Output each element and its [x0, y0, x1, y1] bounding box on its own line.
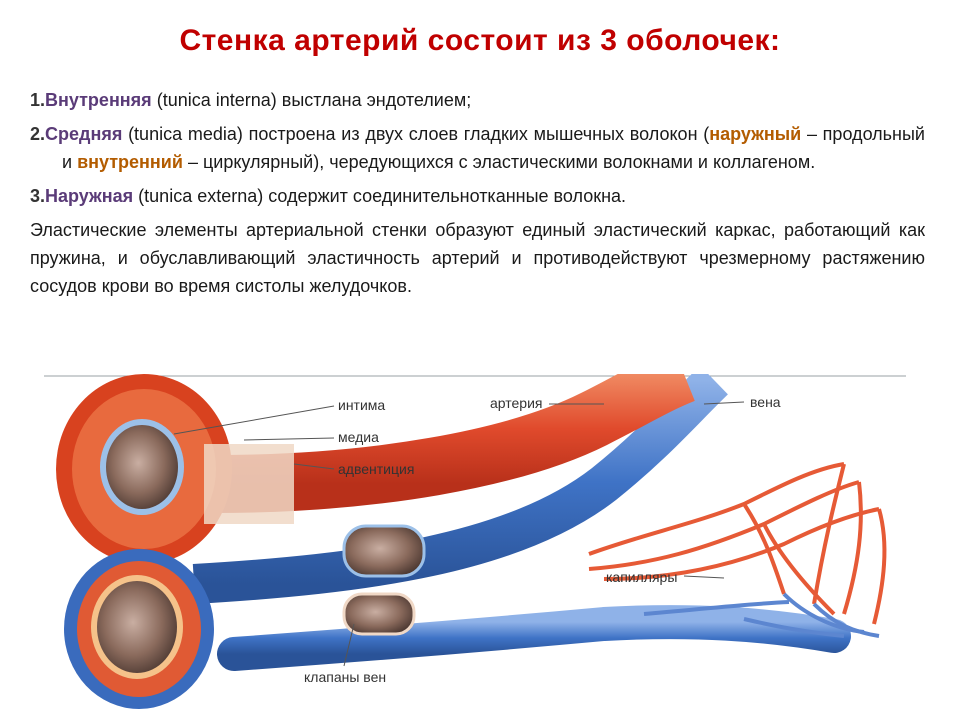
- adventitia-sheath: [204, 444, 294, 524]
- vein-cross-section: [64, 549, 214, 709]
- vein-lumen-window: [344, 594, 414, 634]
- label-adventitia: адвентиция: [338, 461, 415, 477]
- elastic-paragraph: Эластические элементы артериальной стенки образуют единый эластический каркас, работающий как пружина, и обуславливающий эластичность артерий и противодействуют чрезмерному растяжению сосудов крови во время систолы желудочков.: [30, 220, 925, 296]
- item-text: (tunica interna) выстлана эндотелием;: [151, 90, 472, 110]
- label-vein-valves: клапаны вен: [304, 669, 387, 685]
- item-term: Наружная: [45, 186, 134, 206]
- label-intima: интима: [338, 397, 386, 413]
- text-block: [30, 86, 925, 300]
- item-adventitia: [30, 182, 925, 210]
- vessel-svg: [44, 374, 912, 720]
- vein-lower-tube: [234, 622, 834, 654]
- label-vein: вена: [750, 394, 781, 410]
- label-capillaries: капилляры: [606, 569, 678, 585]
- item-term: Средняя: [45, 124, 123, 144]
- artery-lumen-window: [344, 526, 424, 576]
- item-text: (tunica media) построена из двух слоев гладких мышечных волокон (: [122, 124, 710, 144]
- label-media: медиа: [338, 429, 379, 445]
- item-number: 1.: [30, 90, 46, 110]
- highlight-outer: наружный: [709, 124, 802, 144]
- slide-title: Стенка артерий состоит из 3 оболочек:: [179, 24, 781, 57]
- item-text: – циркулярный), чередующихся с эластическими волокнами и коллагеном.: [182, 152, 816, 172]
- item-intima: [30, 86, 925, 114]
- item-number: 2.: [30, 124, 46, 144]
- item-media: [30, 120, 925, 176]
- item-number: 3.: [30, 186, 46, 206]
- vessel-illustration: [44, 374, 912, 720]
- item-text: – продольный и: [62, 124, 925, 172]
- highlight-inner: внутренний: [77, 152, 183, 172]
- item-term: Внутренняя: [45, 90, 152, 110]
- item-text: (tunica externa) содержит соединительнотканные волокна.: [133, 186, 627, 206]
- label-artery: артерия: [490, 395, 543, 411]
